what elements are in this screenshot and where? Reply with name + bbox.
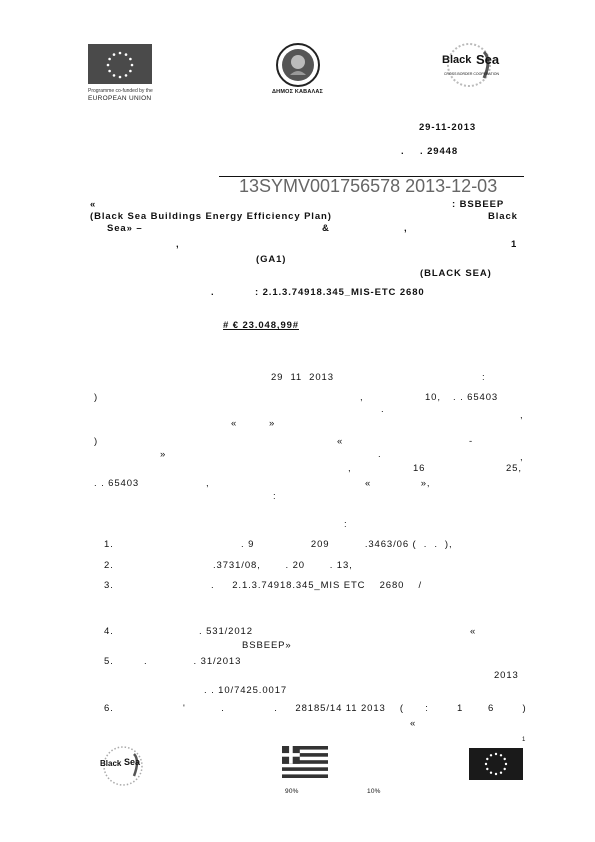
municipality-seal (276, 43, 320, 87)
bs-footer-right-text: Sea (124, 757, 141, 767)
body-quotes-2: « », (365, 478, 431, 489)
body-sixteen: 16 (413, 463, 426, 474)
bs-logo-left-text: Black (442, 54, 472, 66)
list-item-text: . . 31/2013 (144, 656, 242, 667)
list-intro-colon: : (344, 519, 348, 530)
protocol-number: . 29448 (420, 146, 458, 157)
body-number: 10, (425, 392, 441, 403)
subject-dot: . (211, 287, 215, 298)
eu-flag-icon (469, 748, 523, 780)
eu-flag-logo (88, 44, 152, 84)
body-paren: ) (94, 392, 99, 403)
list-item-year: 2013 (494, 670, 519, 681)
body-comma-4: , (348, 463, 352, 474)
subject-quote: « (90, 199, 97, 210)
subject-mis-code: : 2.1.3.74918.345_MIS-ETC 2680 (255, 287, 425, 298)
subject-comma: , (404, 223, 408, 234)
subject-black: Black (488, 211, 518, 222)
body-dash: - (469, 436, 474, 447)
body-dot: . (381, 404, 385, 415)
eu-caption-large: EUROPEAN UNION (88, 95, 152, 102)
bs-logo-subtext: CROSS BORDER COOPERATION (444, 72, 499, 76)
body-quotes: « » (231, 418, 276, 429)
list-item-number: 6. (104, 703, 114, 714)
list-item-text: ' . . 28185/14 11 2013 ( : 1 6 ) (183, 703, 527, 714)
list-item-subtext: « (410, 718, 417, 729)
body-twentyfive: 25, (506, 463, 522, 474)
list-item-number: 4. (104, 626, 114, 637)
subject-comma-2: , (176, 239, 180, 250)
body-colon: : (482, 372, 486, 383)
subject-title: (Black Sea Buildings Energy Efficiency Plan) (90, 211, 332, 222)
protocol-dot: . (401, 146, 405, 157)
list-item-number: 5. (104, 656, 114, 667)
list-item-text: . 531/2012 (199, 626, 253, 637)
funding-eu-percent: 90% (285, 788, 299, 795)
page-number: 1 (522, 737, 526, 743)
list-item-text: . 9 209 .3463/06 ( . . ), (241, 539, 453, 550)
body-dot-2: . (378, 449, 382, 460)
list-item-number: 2. (104, 560, 114, 571)
subject-code: : BSBEEP (452, 199, 505, 210)
eu-caption-small: Programme co-funded by the (88, 88, 153, 94)
document-id: 13SYMV001756578 2013-12-03 (239, 176, 498, 196)
list-item-subtext: BSBEEP» (242, 640, 292, 651)
body-comma-5: , (206, 478, 210, 489)
bs-logo-right-text: Sea (476, 52, 500, 67)
subject-black-sea: (BLACK SEA) (420, 268, 492, 279)
body-date: 29 11 2013 (271, 372, 334, 383)
body-quote-close: » (160, 449, 167, 460)
body-zip: . . 65403 (453, 392, 499, 403)
body-quote-open: « (337, 436, 344, 447)
black-sea-footer-logo (92, 745, 154, 787)
municipality-name: ΔΗΜΟΣ ΚΑΒΑΛΑΣ (272, 89, 324, 95)
greek-flag-icon (282, 746, 328, 778)
list-item-subtext: . . 10/7425.0017 (204, 685, 288, 696)
body-comma-3: , (520, 452, 524, 463)
subject-amp: & (322, 223, 330, 234)
subject-sea: Sea» – (107, 223, 143, 234)
contract-amount: # € 23.048,99# (223, 320, 299, 331)
list-item-quote: « (470, 626, 477, 637)
bs-footer-left-text: Black (100, 759, 122, 768)
body-comma-2: , (520, 410, 524, 421)
subject-ga1: (GA1) (256, 254, 287, 265)
black-sea-logo (426, 42, 512, 88)
list-item-text: .3731/08, . 20 . 13, (213, 560, 353, 571)
document-date: 29-11-2013 (419, 122, 477, 133)
body-comma: , (360, 392, 364, 403)
funding-national-percent: 10% (367, 788, 381, 795)
list-item-text: . 2.1.3.74918.345_MIS ETC 2680 / (211, 580, 423, 591)
subject-one: 1 (511, 239, 518, 250)
body-paren-2: ) (94, 436, 99, 447)
body-colon-2: : (273, 491, 277, 502)
body-zip-2: . . 65403 (94, 478, 140, 489)
list-item-number: 3. (104, 580, 114, 591)
list-item-number: 1. (104, 539, 114, 550)
